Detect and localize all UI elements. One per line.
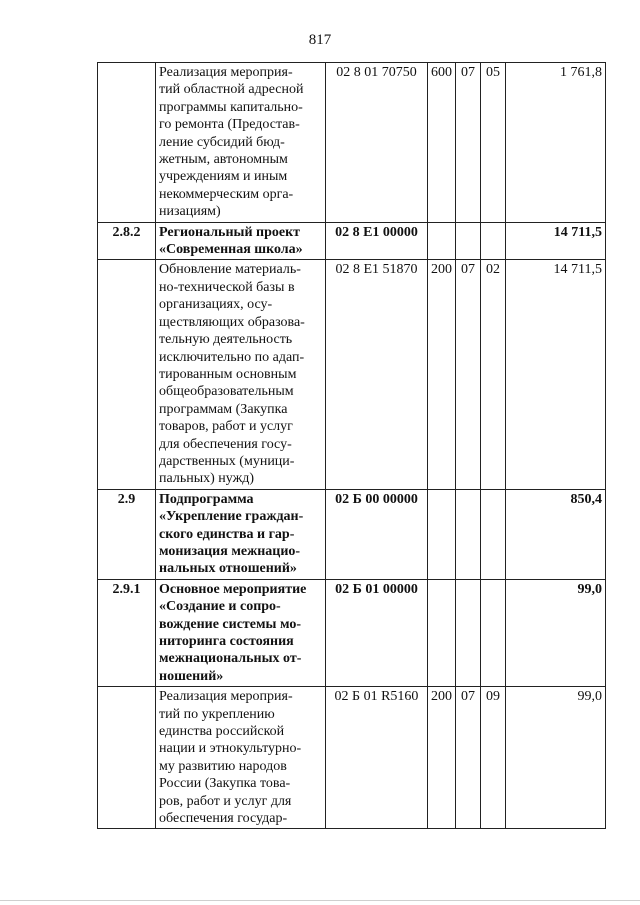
expense-type-cell: 200: [428, 687, 456, 829]
budget-table: [97, 62, 606, 829]
section-cell: 07: [456, 63, 481, 223]
row-name-text: Подпрограмма «Укрепление граждан- ского единства и гар- монизация межнацио- нальных отношений»: [159, 491, 304, 577]
row-name-cell: [156, 222, 326, 260]
section-cell: [456, 222, 481, 260]
section-cell: [456, 489, 481, 579]
subsection-cell: [481, 222, 506, 260]
row-name-cell: [156, 579, 326, 686]
amount-cell: 850,4: [506, 489, 606, 579]
row-name-cell: [156, 489, 326, 579]
row-name-text: Основное мероприятие «Создание и сопро- вождение системы мо- ниторинга состояния межнациональных от- ношений»: [159, 581, 307, 684]
subsection-cell: 02: [481, 260, 506, 489]
target-article-cell: 02 8 Е1 51870: [326, 260, 428, 489]
row-name-text: Региональный проект «Современная школа»: [159, 224, 303, 258]
expense-type-cell: 600: [428, 63, 456, 223]
target-article-cell: 02 8 Е1 00000: [326, 222, 428, 260]
amount-cell: 1 761,8: [506, 63, 606, 223]
target-article-cell: 02 8 01 70750: [326, 63, 428, 223]
table-row: [98, 687, 606, 829]
row-name-cell: [156, 260, 326, 489]
table-row: [98, 260, 606, 489]
expense-type-cell: 200: [428, 260, 456, 489]
table-row: [98, 222, 606, 260]
row-number-cell: 2.9: [98, 489, 156, 579]
target-article-cell: 02 Б 00 00000: [326, 489, 428, 579]
subsection-cell: [481, 579, 506, 686]
row-name-cell: [156, 63, 326, 223]
row-number-cell: 2.9.1: [98, 579, 156, 686]
subsection-cell: 09: [481, 687, 506, 829]
subsection-cell: [481, 489, 506, 579]
table-row: [98, 63, 606, 223]
expense-type-cell: [428, 579, 456, 686]
row-number-cell: [98, 63, 156, 223]
expense-type-cell: [428, 222, 456, 260]
section-cell: 07: [456, 687, 481, 829]
expense-type-cell: [428, 489, 456, 579]
table-row: [98, 489, 606, 579]
row-name-text: Реализация мероприя- тий по укреплению единства российской нации и этнокультурно- му развитию народов России (Закупка това- ров, работ и услуг для обеспечения государ-: [159, 689, 302, 827]
table-row: [98, 579, 606, 686]
row-number-cell: 2.8.2: [98, 222, 156, 260]
target-article-cell: 02 Б 01 R5160: [326, 687, 428, 829]
row-name-text: Реализация мероприя- тий областной адресной программы капитально- го ремонта (Предостав- ление субсидий бюд- жетным, автономным учреждениям и иным некоммерческим орга- низациям): [159, 65, 304, 220]
row-number-cell: [98, 687, 156, 829]
page-bottom-rule: [0, 900, 640, 901]
amount-cell: 14 711,5: [506, 260, 606, 489]
target-article-cell: 02 Б 01 00000: [326, 579, 428, 686]
amount-cell: 99,0: [506, 579, 606, 686]
row-name-cell: [156, 687, 326, 829]
section-cell: 07: [456, 260, 481, 489]
row-name-text: Обновление материаль- но-технической базы в организациях, осу- ществляющих образова- тельную деятельность исключительно по адап- тированным основным общеобразовательным программам (Закупка товаров, работ и услуг для обеспечения госу- дарственных (муници- пальных) нужд): [159, 262, 305, 487]
row-number-cell: [98, 260, 156, 489]
section-cell: [456, 579, 481, 686]
page-number: 817: [308, 32, 332, 48]
amount-cell: 99,0: [506, 687, 606, 829]
amount-cell: 14 711,5: [506, 222, 606, 260]
subsection-cell: 05: [481, 63, 506, 223]
